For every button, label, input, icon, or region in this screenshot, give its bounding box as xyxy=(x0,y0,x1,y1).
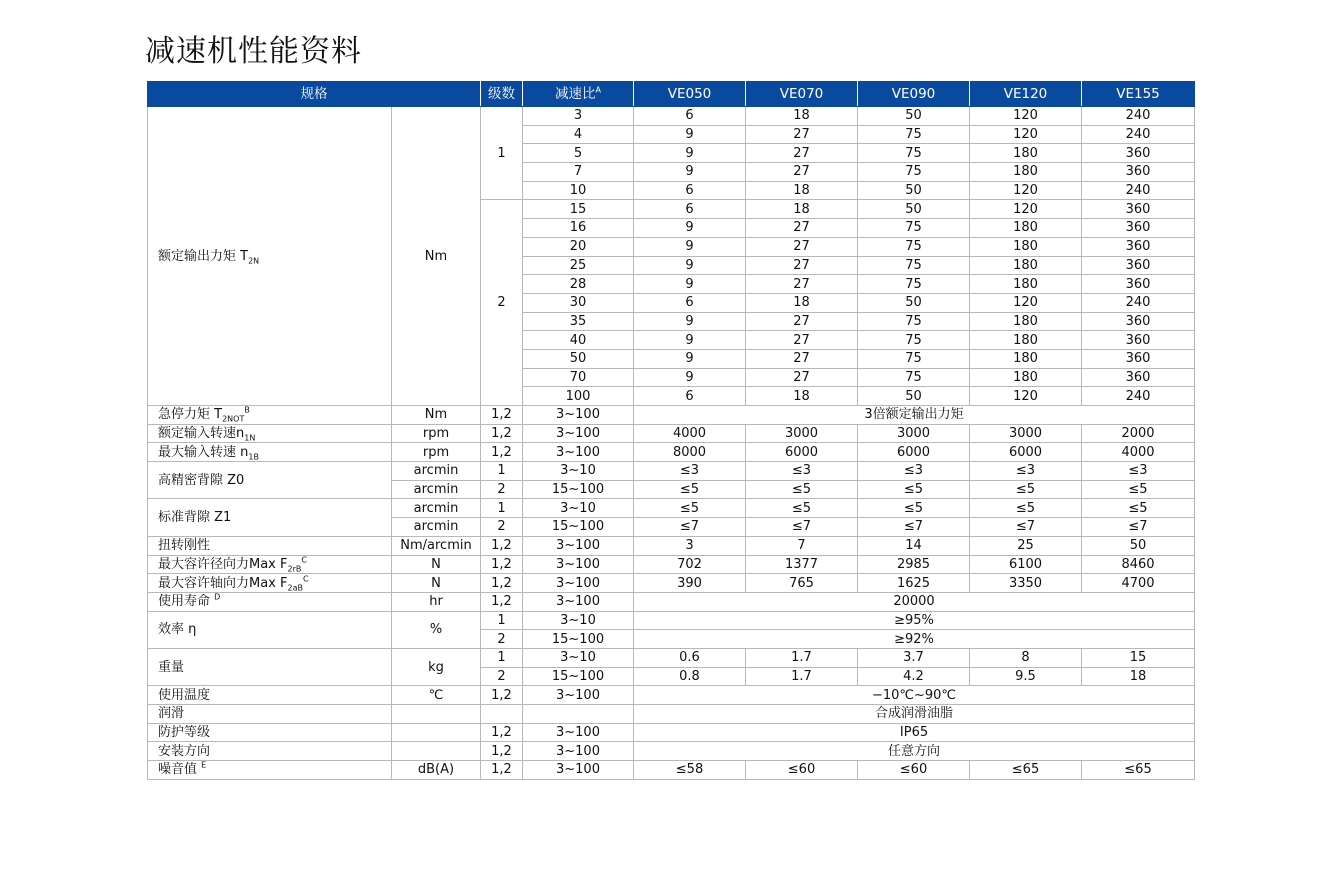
ratio-cell: 3~10 xyxy=(523,462,634,481)
value-cell: 75 xyxy=(858,349,970,368)
value-cell: 50 xyxy=(858,387,970,406)
value-cell: 27 xyxy=(746,125,858,144)
ratio-cell: 7 xyxy=(523,163,634,182)
row-label: 效率 η xyxy=(148,611,392,648)
value-cell: 75 xyxy=(858,219,970,238)
performance-table xyxy=(147,81,1195,780)
value-cell: 0.6 xyxy=(634,648,746,667)
value-cell: 75 xyxy=(858,275,970,294)
value-cell: 360 xyxy=(1082,349,1195,368)
value-cell: 9 xyxy=(634,349,746,368)
value-cell: 360 xyxy=(1082,200,1195,219)
value-cell: 75 xyxy=(858,368,970,387)
value-cell: 任意方向 xyxy=(634,742,1195,761)
stage-cell: 1,2 xyxy=(481,723,523,742)
row-label: 最大容许径向力Max $F_{2rB}^C$ xyxy=(148,555,392,574)
ratio-cell: 25 xyxy=(523,256,634,275)
value-cell: 18 xyxy=(746,293,858,312)
ratio-cell: 40 xyxy=(523,331,634,350)
value-cell: 1.7 xyxy=(746,648,858,667)
value-cell: 75 xyxy=(858,256,970,275)
value-cell: 360 xyxy=(1082,219,1195,238)
value-cell: 360 xyxy=(1082,312,1195,331)
ratio-cell: 3 xyxy=(523,107,634,126)
radial-force-row xyxy=(148,555,1195,574)
ratio-cell: 15~100 xyxy=(523,630,634,649)
efficiency-row xyxy=(148,611,1195,630)
value-cell: ≤7 xyxy=(1082,518,1195,537)
temperature-row xyxy=(148,686,1195,705)
ratio-cell: 28 xyxy=(523,275,634,294)
value-cell: 240 xyxy=(1082,125,1195,144)
value-cell: 9.5 xyxy=(970,667,1082,686)
noise-row xyxy=(148,761,1195,780)
ratio-cell: 3~10 xyxy=(523,499,634,518)
value-cell: 180 xyxy=(970,368,1082,387)
value-cell: ≤60 xyxy=(858,761,970,780)
header-ve090: VE090 xyxy=(858,82,970,107)
ratio-cell: 35 xyxy=(523,312,634,331)
unit-cell: dB(A) xyxy=(392,761,481,780)
value-cell: 6 xyxy=(634,387,746,406)
value-cell: 120 xyxy=(970,387,1082,406)
value-cell: ≤3 xyxy=(1082,462,1195,481)
unit-cell: Nm xyxy=(392,107,481,406)
value-cell: 8460 xyxy=(1082,555,1195,574)
stage-cell: 1,2 xyxy=(481,761,523,780)
unit-cell: N xyxy=(392,574,481,593)
value-cell: 4700 xyxy=(1082,574,1195,593)
unit-cell: arcmin xyxy=(392,480,481,499)
value-cell: ≤5 xyxy=(970,480,1082,499)
row-label: 额定输入转速$n_{1N}$ xyxy=(148,424,392,443)
value-cell: ≤65 xyxy=(1082,761,1195,780)
header-stage: 级数 xyxy=(481,82,523,107)
value-cell: 20000 xyxy=(634,592,1195,611)
max-speed-row xyxy=(148,443,1195,462)
value-cell: ≤7 xyxy=(858,518,970,537)
row-label: 标准背隙 Z1 xyxy=(148,499,392,536)
weight-row xyxy=(148,648,1195,667)
value-cell: 0.8 xyxy=(634,667,746,686)
header-ratio: 减速比$^A$ xyxy=(523,82,634,107)
ratio-cell: 70 xyxy=(523,368,634,387)
row-label: 最大输入转速 $n_{1B}$ xyxy=(148,443,392,462)
stage-cell: 2 xyxy=(481,630,523,649)
value-cell: 360 xyxy=(1082,237,1195,256)
stage-cell: 1,2 xyxy=(481,424,523,443)
value-cell: 18 xyxy=(746,200,858,219)
value-cell: 120 xyxy=(970,200,1082,219)
stage-cell: 1,2 xyxy=(481,742,523,761)
value-cell: ≤7 xyxy=(746,518,858,537)
ratio-cell: 3~100 xyxy=(523,443,634,462)
value-cell: ≤60 xyxy=(746,761,858,780)
header-ve050: VE050 xyxy=(634,82,746,107)
value-cell: 27 xyxy=(746,368,858,387)
value-cell: 6 xyxy=(634,293,746,312)
unit-cell: rpm xyxy=(392,443,481,462)
value-cell: 75 xyxy=(858,312,970,331)
unit-cell: Nm xyxy=(392,406,481,425)
value-cell: ≥95% xyxy=(634,611,1195,630)
row-label: 高精密背隙 Z0 xyxy=(148,462,392,499)
value-cell: IP65 xyxy=(634,723,1195,742)
value-cell: 15 xyxy=(1082,648,1195,667)
value-cell: ≤65 xyxy=(970,761,1082,780)
unit-cell: kg xyxy=(392,648,481,685)
header-row xyxy=(148,82,1195,107)
value-cell: 27 xyxy=(746,219,858,238)
unit-cell xyxy=(392,705,481,724)
value-cell: 360 xyxy=(1082,275,1195,294)
axial-force-row xyxy=(148,574,1195,593)
ratio-cell: 3~100 xyxy=(523,555,634,574)
value-cell: ≤5 xyxy=(746,480,858,499)
value-cell: 6000 xyxy=(970,443,1082,462)
value-cell: 6 xyxy=(634,200,746,219)
value-cell: 360 xyxy=(1082,144,1195,163)
value-cell: 240 xyxy=(1082,387,1195,406)
value-cell: 360 xyxy=(1082,163,1195,182)
ratio-cell: 50 xyxy=(523,349,634,368)
value-cell: 180 xyxy=(970,256,1082,275)
value-cell: 50 xyxy=(1082,536,1195,555)
ratio-cell: 3~100 xyxy=(523,742,634,761)
value-cell: 3 xyxy=(634,536,746,555)
stage-cell: 1,2 xyxy=(481,443,523,462)
ratio-cell: 15~100 xyxy=(523,667,634,686)
stage-cell: 1 xyxy=(481,499,523,518)
value-cell: 180 xyxy=(970,331,1082,350)
stage-cell: 1,2 xyxy=(481,555,523,574)
value-cell: 75 xyxy=(858,144,970,163)
header-ve155: VE155 xyxy=(1082,82,1195,107)
ratio-cell: 3~100 xyxy=(523,686,634,705)
value-cell: 180 xyxy=(970,237,1082,256)
header-ve120: VE120 xyxy=(970,82,1082,107)
value-cell: 9 xyxy=(634,237,746,256)
value-cell: 9 xyxy=(634,144,746,163)
ratio-cell: 30 xyxy=(523,293,634,312)
value-cell: 120 xyxy=(970,107,1082,126)
value-cell: 240 xyxy=(1082,181,1195,200)
value-cell: 6000 xyxy=(746,443,858,462)
value-cell: 18 xyxy=(1082,667,1195,686)
value-cell: ≤5 xyxy=(1082,480,1195,499)
stage-cell: 1,2 xyxy=(481,406,523,425)
value-cell: 120 xyxy=(970,125,1082,144)
row-label: 最大容许轴向力Max $F_{2aB}^C$ xyxy=(148,574,392,593)
row-label: 润滑 xyxy=(148,705,392,724)
row-label: 噪音值 $^E$ xyxy=(148,761,392,780)
value-cell: ≤5 xyxy=(634,480,746,499)
row-label: 额定输出力矩 $T_{2N}$ xyxy=(148,107,392,406)
value-cell: 6000 xyxy=(858,443,970,462)
unit-cell: N xyxy=(392,555,481,574)
value-cell: 390 xyxy=(634,574,746,593)
ratio-cell: 3~100 xyxy=(523,761,634,780)
value-cell: 9 xyxy=(634,163,746,182)
value-cell: ≤5 xyxy=(970,499,1082,518)
value-cell: 702 xyxy=(634,555,746,574)
value-cell: 6 xyxy=(634,181,746,200)
value-cell: 27 xyxy=(746,312,858,331)
ratio-cell: 10 xyxy=(523,181,634,200)
ratio-cell: 3~10 xyxy=(523,648,634,667)
value-cell: 75 xyxy=(858,331,970,350)
stage-cell: 2 xyxy=(481,200,523,406)
value-cell: 27 xyxy=(746,237,858,256)
value-cell: 6100 xyxy=(970,555,1082,574)
unit-cell xyxy=(392,723,481,742)
stage-cell xyxy=(481,705,523,724)
value-cell: ≤3 xyxy=(634,462,746,481)
value-cell: ≤3 xyxy=(970,462,1082,481)
unit-cell: Nm/arcmin xyxy=(392,536,481,555)
value-cell: 75 xyxy=(858,163,970,182)
value-cell: 3000 xyxy=(858,424,970,443)
ratio-cell: 3~100 xyxy=(523,723,634,742)
value-cell: 360 xyxy=(1082,256,1195,275)
ratio-cell: 3~100 xyxy=(523,536,634,555)
value-cell: 6 xyxy=(634,107,746,126)
value-cell: 18 xyxy=(746,181,858,200)
lubrication-row xyxy=(148,705,1195,724)
unit-cell: arcmin xyxy=(392,499,481,518)
value-cell: ≤5 xyxy=(858,499,970,518)
stiffness-row xyxy=(148,536,1195,555)
value-cell: 14 xyxy=(858,536,970,555)
stage-cell: 1 xyxy=(481,611,523,630)
rated-speed-row xyxy=(148,424,1195,443)
stage-cell: 1,2 xyxy=(481,536,523,555)
ratio-cell: 100 xyxy=(523,387,634,406)
value-cell: 50 xyxy=(858,181,970,200)
value-cell: ≤58 xyxy=(634,761,746,780)
unit-cell xyxy=(392,742,481,761)
row-label: 使用温度 xyxy=(148,686,392,705)
value-cell: ≤7 xyxy=(970,518,1082,537)
unit-cell: % xyxy=(392,611,481,648)
value-cell: 240 xyxy=(1082,107,1195,126)
unit-cell: rpm xyxy=(392,424,481,443)
header-ve070: VE070 xyxy=(746,82,858,107)
value-cell: 3000 xyxy=(746,424,858,443)
stage-cell: 2 xyxy=(481,480,523,499)
value-cell: 180 xyxy=(970,349,1082,368)
value-cell: 1625 xyxy=(858,574,970,593)
backlash-z0-row xyxy=(148,462,1195,481)
value-cell: 360 xyxy=(1082,368,1195,387)
value-cell: ≤5 xyxy=(858,480,970,499)
value-cell: 180 xyxy=(970,144,1082,163)
value-cell: 9 xyxy=(634,368,746,387)
ratio-cell: 5 xyxy=(523,144,634,163)
value-cell: 25 xyxy=(970,536,1082,555)
value-cell: 75 xyxy=(858,237,970,256)
value-cell: 180 xyxy=(970,312,1082,331)
value-cell: ≤5 xyxy=(1082,499,1195,518)
value-cell: 4.2 xyxy=(858,667,970,686)
unit-cell: arcmin xyxy=(392,518,481,537)
value-cell: 7 xyxy=(746,536,858,555)
row-label: 安装方向 xyxy=(148,742,392,761)
value-cell: 8000 xyxy=(634,443,746,462)
value-cell: 1.7 xyxy=(746,667,858,686)
value-cell: 180 xyxy=(970,163,1082,182)
value-cell: 9 xyxy=(634,125,746,144)
unit-cell: arcmin xyxy=(392,462,481,481)
value-cell: 2000 xyxy=(1082,424,1195,443)
value-cell: 75 xyxy=(858,125,970,144)
value-cell: 3倍额定输出力矩 xyxy=(634,406,1195,425)
value-cell: 180 xyxy=(970,219,1082,238)
row-label: 重量 xyxy=(148,648,392,685)
value-cell: 120 xyxy=(970,181,1082,200)
value-cell: 9 xyxy=(634,331,746,350)
ratio-cell: 15 xyxy=(523,200,634,219)
value-cell: 27 xyxy=(746,275,858,294)
value-cell: 9 xyxy=(634,275,746,294)
unit-cell: hr xyxy=(392,592,481,611)
stage-cell: 1,2 xyxy=(481,686,523,705)
header-spec: 规格 xyxy=(148,82,481,107)
value-cell: 4000 xyxy=(634,424,746,443)
value-cell: 50 xyxy=(858,293,970,312)
ratio-cell: 3~100 xyxy=(523,406,634,425)
stage-cell: 2 xyxy=(481,667,523,686)
page-title: 减速机性能资料 xyxy=(145,34,362,69)
ratio-cell: 3~100 xyxy=(523,592,634,611)
stage-cell: 2 xyxy=(481,518,523,537)
protection-row xyxy=(148,723,1195,742)
value-cell: ≤5 xyxy=(634,499,746,518)
value-cell: ≤5 xyxy=(746,499,858,518)
value-cell: 27 xyxy=(746,144,858,163)
value-cell: 3.7 xyxy=(858,648,970,667)
value-cell: 120 xyxy=(970,293,1082,312)
life-row xyxy=(148,592,1195,611)
value-cell: 2985 xyxy=(858,555,970,574)
row-label: 防护等级 xyxy=(148,723,392,742)
value-cell: 50 xyxy=(858,200,970,219)
value-cell: 1377 xyxy=(746,555,858,574)
stage-cell: 1 xyxy=(481,462,523,481)
value-cell: 360 xyxy=(1082,331,1195,350)
value-cell: 3000 xyxy=(970,424,1082,443)
ratio-cell: 3~100 xyxy=(523,574,634,593)
value-cell: 27 xyxy=(746,331,858,350)
backlash-z1-row xyxy=(148,499,1195,518)
value-cell: ≤3 xyxy=(746,462,858,481)
ratio-cell: 3~100 xyxy=(523,424,634,443)
value-cell: 合成润滑油脂 xyxy=(634,705,1195,724)
value-cell: 180 xyxy=(970,275,1082,294)
stage-cell: 1 xyxy=(481,648,523,667)
value-cell: 9 xyxy=(634,219,746,238)
value-cell: 240 xyxy=(1082,293,1195,312)
stage-cell: 1 xyxy=(481,107,523,200)
stage-cell: 1,2 xyxy=(481,574,523,593)
unit-cell: ℃ xyxy=(392,686,481,705)
row-label: 使用寿命 $^D$ xyxy=(148,592,392,611)
emergency-row xyxy=(148,406,1195,425)
value-cell: 3350 xyxy=(970,574,1082,593)
mounting-row xyxy=(148,742,1195,761)
value-cell: 4000 xyxy=(1082,443,1195,462)
ratio-cell xyxy=(523,705,634,724)
stage-cell: 1,2 xyxy=(481,592,523,611)
value-cell: 27 xyxy=(746,349,858,368)
row-label: 急停力矩 $T_{2NOT}^B$ xyxy=(148,406,392,425)
ratio-cell: 4 xyxy=(523,125,634,144)
value-cell: ≥92% xyxy=(634,630,1195,649)
torque-row xyxy=(148,107,1195,126)
value-cell: 50 xyxy=(858,107,970,126)
ratio-cell: 15~100 xyxy=(523,518,634,537)
value-cell: 18 xyxy=(746,387,858,406)
value-cell: ≤7 xyxy=(634,518,746,537)
value-cell: ≤3 xyxy=(858,462,970,481)
ratio-cell: 15~100 xyxy=(523,480,634,499)
value-cell: −10℃~90℃ xyxy=(634,686,1195,705)
row-label: 扭转刚性 xyxy=(148,536,392,555)
ratio-cell: 16 xyxy=(523,219,634,238)
ratio-cell: 20 xyxy=(523,237,634,256)
value-cell: 27 xyxy=(746,256,858,275)
ratio-cell: 3~10 xyxy=(523,611,634,630)
value-cell: 27 xyxy=(746,163,858,182)
value-cell: 9 xyxy=(634,256,746,275)
value-cell: 8 xyxy=(970,648,1082,667)
value-cell: 9 xyxy=(634,312,746,331)
value-cell: 18 xyxy=(746,107,858,126)
value-cell: 765 xyxy=(746,574,858,593)
